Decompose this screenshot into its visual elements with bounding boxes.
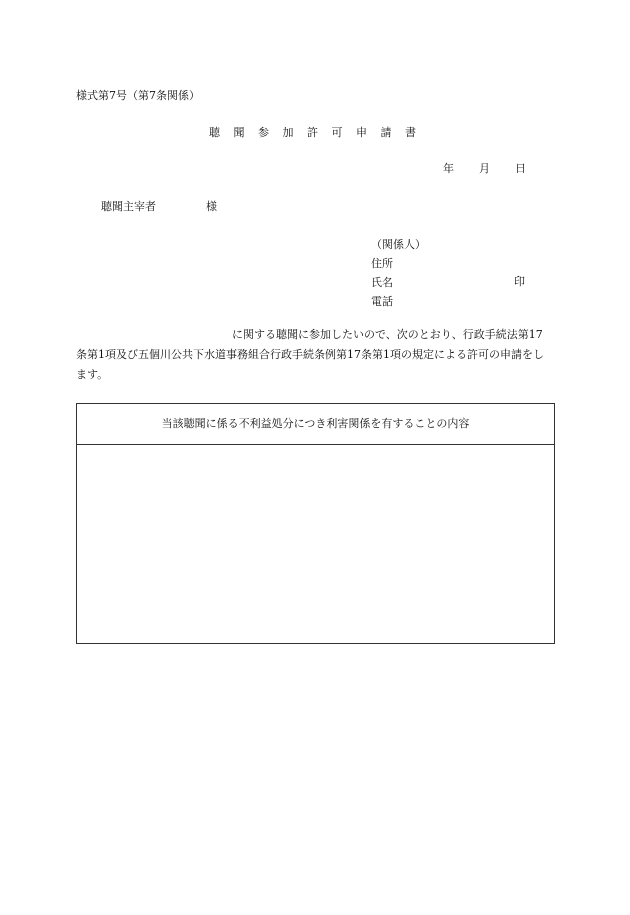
body-paragraph [76, 325, 552, 385]
document-title: 聴 聞 参 加 許 可 申 請 書 [209, 126, 421, 139]
applicant-block [371, 235, 426, 311]
applicant-name-label: 氏名 [371, 276, 393, 289]
interest-content-box [76, 403, 555, 644]
date-day-label: 日 [515, 162, 526, 175]
date-month-label: 月 [479, 162, 490, 175]
applicant-phone-label: 電話 [371, 295, 393, 308]
date-year-label: 年 [443, 162, 454, 175]
addressee-label: 聴聞主宰者 [101, 200, 156, 213]
interest-content-header: 当該聴聞に係る不利益処分につき利害関係を有することの内容 [77, 404, 554, 445]
form-number: 様式第7号（第7条関係） [76, 89, 200, 102]
applicant-role: （関係人） [371, 238, 426, 251]
interest-content-field[interactable] [77, 445, 554, 644]
body-text: に関する聴聞に参加したいので、次のとおり、行政手続法第17条第1項及び五個川公共下水道事務組合行政手続条例第17条第1項の規定による許可の申請をします。 [76, 328, 544, 381]
seal-mark: 印 [514, 275, 525, 288]
applicant-address-label: 住所 [371, 257, 393, 270]
addressee-honorific: 様 [206, 200, 217, 213]
addressee [101, 198, 217, 214]
